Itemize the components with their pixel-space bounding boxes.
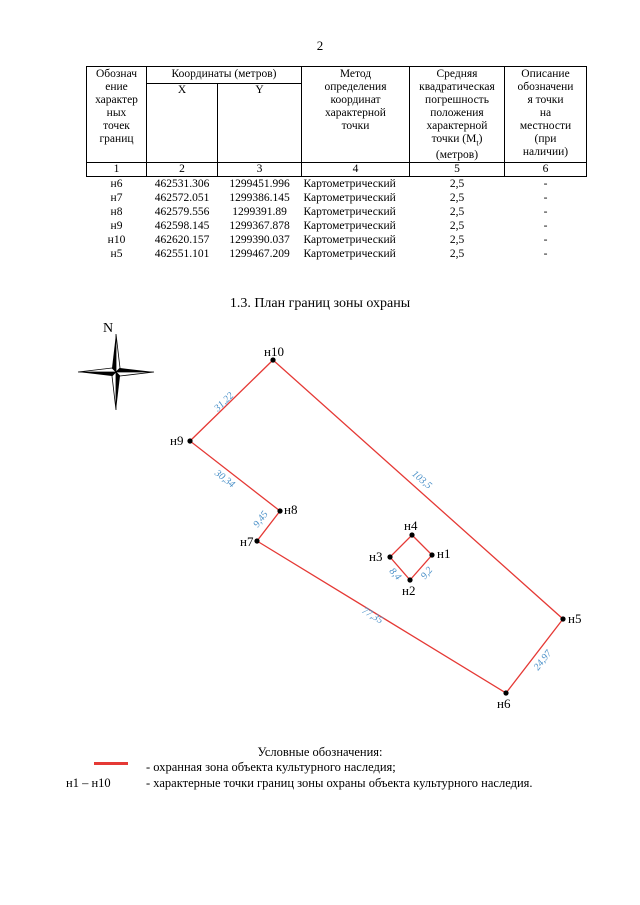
label-n8: н8 (284, 502, 298, 517)
table-row: н10 462620.157 1299390.037 Картометрический 2,5 - (107, 234, 548, 247)
header-method: Метод определения координат характерной точки (302, 67, 410, 163)
header-error: Средняя квадратическая погрешность положения характерной точки $(M_t)$ (метров) (410, 67, 505, 163)
label-n2: н2 (402, 583, 416, 598)
label-n7: н7 (240, 534, 254, 549)
page-number: 2 (316, 38, 324, 53)
column-numbers-row: 1 2 3 4 5 6 (87, 163, 587, 177)
header-point-designation: Обознач ение характер ных точек границ (87, 67, 147, 163)
legend-title: Условные обозначения: (257, 745, 383, 759)
table-row: н6 462531.306 1299451.996 Картометрический 2,5 - (110, 178, 548, 191)
point-n1 (429, 552, 434, 557)
label-n4: н4 (404, 518, 418, 533)
label-n1: н1 (437, 546, 451, 561)
point-n9 (187, 438, 192, 443)
length-n10-n9: 31,22 (212, 390, 237, 414)
protection-zone-boundary (190, 360, 563, 693)
label-n5: н5 (568, 611, 582, 626)
label-n10: н10 (264, 344, 284, 359)
point-n6 (503, 690, 508, 695)
table-row: н5 462551.101 1299467.209 Картометрический 2,5 - (110, 248, 548, 261)
section-title: 1.3. План границ зоны охраны (229, 296, 411, 311)
legend-points-symbol: н1 – н10 (66, 776, 111, 790)
length-n3-n2: 8,4 (386, 566, 404, 583)
length-n8-n7: 9,45 (251, 509, 271, 530)
point-n5 (560, 616, 565, 621)
label-n3: н3 (369, 549, 383, 564)
length-n10-n5: 103,5 (409, 468, 434, 492)
table-row: н7 462572.051 1299386.145 Картометрический 2,5 - (110, 192, 548, 205)
compass-rose-icon (78, 321, 154, 410)
label-n9: н9 (170, 433, 184, 448)
table-row: н8 462579.556 1299391.89 Картометрический 2,5 - (110, 206, 548, 219)
point-n4 (409, 532, 414, 537)
length-n2-n1: 9,2 (418, 565, 436, 582)
legend-boundary-text: - охранная зона объекта культурного наследия; (146, 760, 396, 774)
table-row: н9 462598.145 1299367.878 Картометрический 2,5 - (110, 220, 548, 233)
length-n9-n8: 30,34 (212, 467, 237, 491)
point-n7 (254, 538, 259, 543)
label-n6: н6 (497, 696, 511, 711)
legend-boundary-line (94, 762, 128, 765)
point-n8 (277, 508, 282, 513)
header-coordinates: Координаты (метров) (147, 67, 302, 84)
length-n6-n5: 24,97 (531, 648, 555, 673)
length-n7-n6: 77,35 (359, 605, 385, 627)
point-n2 (407, 577, 412, 582)
north-label: N (102, 321, 114, 336)
header-description: Описание обозначени я точки на местности (при наличии) (505, 67, 587, 163)
header-x: X (147, 84, 218, 163)
point-n3 (387, 554, 392, 559)
legend-points-text: - характерные точки границ зоны охраны объекта культурного наследия. (146, 776, 533, 790)
header-y: Y (218, 84, 302, 163)
